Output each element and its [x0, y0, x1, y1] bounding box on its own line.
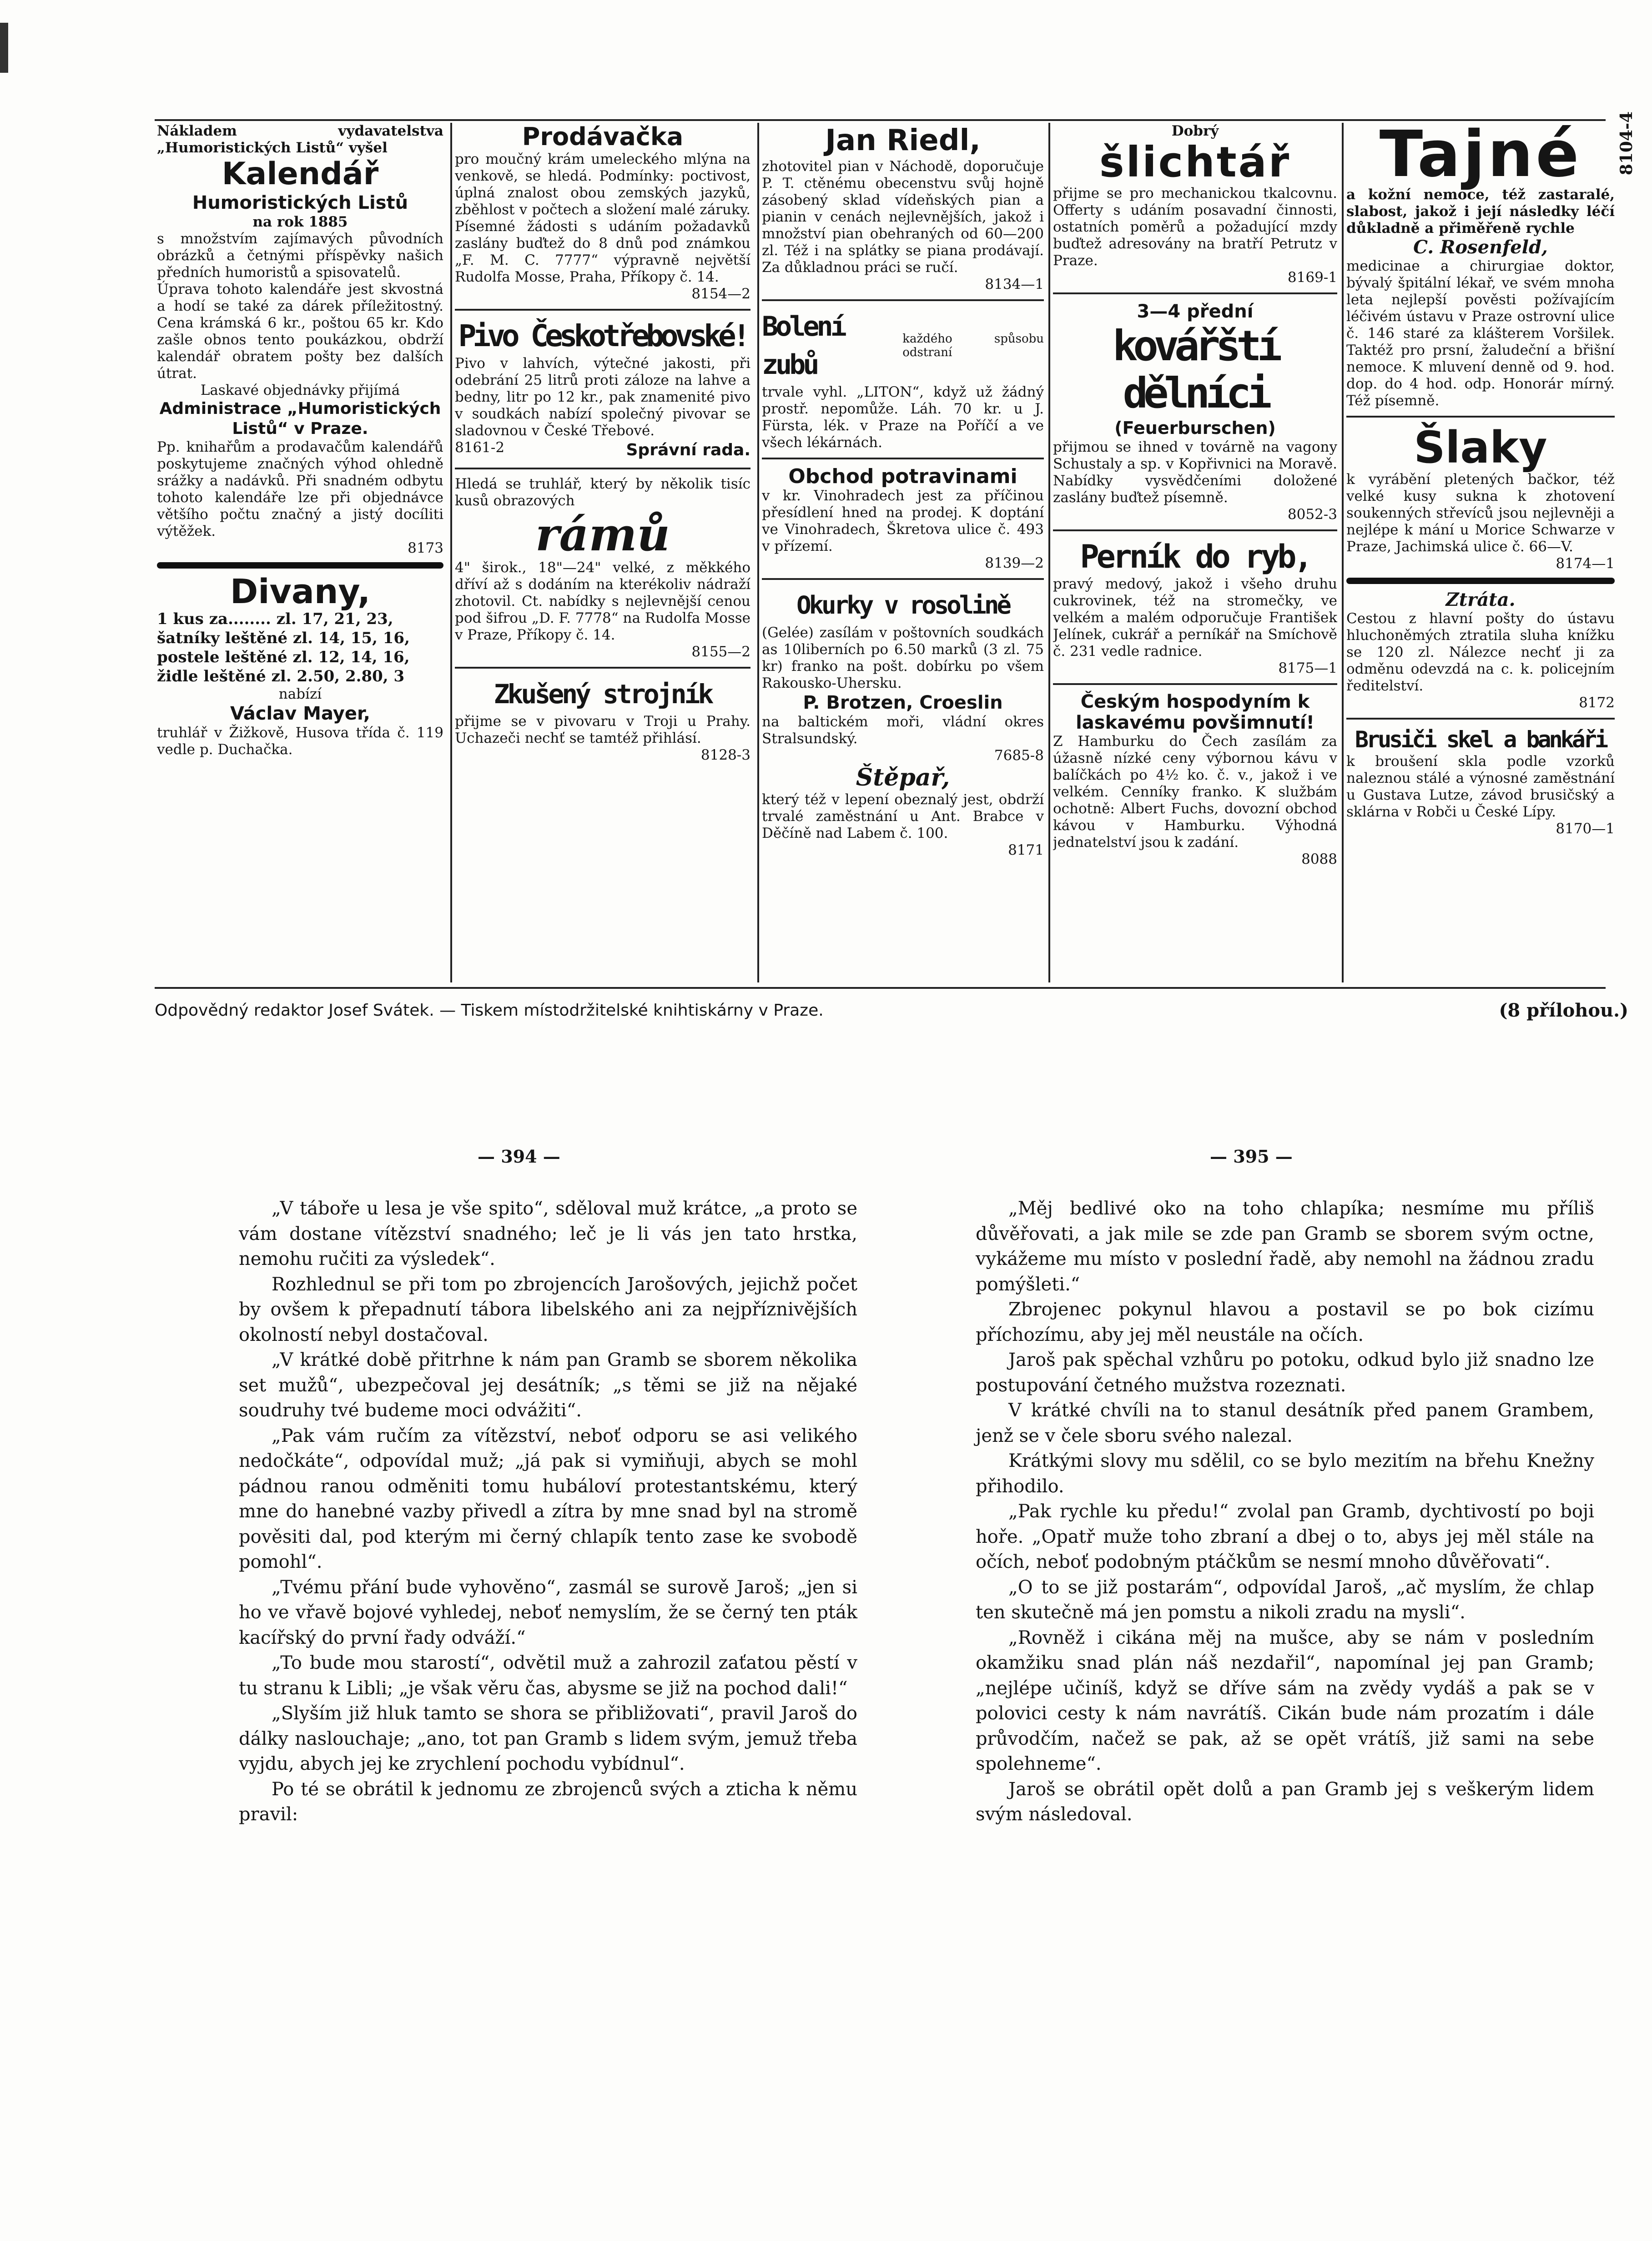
brusici-title: Brusiči skel a bankáři	[1355, 726, 1607, 753]
strojnik-text: přijme se v pivovaru v Troji u Prahy. Uchazeči nechť se tamtéž přihlásí.	[455, 713, 750, 746]
calendar-title: Kalendář	[222, 156, 379, 192]
calendar-text-3: Laskavé objednávky přijímá	[200, 382, 400, 398]
novel-paragraph: Jaroš pak spěchal vzhůru po potoku, odkud bylo již snadno lze postupování četného mužstva rozeznati.	[976, 1350, 1594, 1396]
stepar-text: který též v lepení obeznalý jest, obdrží trvalé zaměstnání u Ant. Brabce v Děčíně nad Labem č. 100.	[762, 791, 1044, 841]
bottom-rule	[155, 987, 1606, 989]
riedl-text: zhotovitel pian v Náchodě, doporučuje P. T. ctěnému obecenstvu svůj hojně zásobený sklad vídeňských pian a pianin v cenách nejlevnějších, jakož i množství pian obehraných od 60—200 zl. Též i na splátky se piana prodávají. Za důkladnou práci se ručí.	[762, 158, 1044, 276]
ad-separator	[455, 667, 750, 669]
ztrata-number: 8172	[1579, 695, 1615, 711]
imprint-footer	[155, 1001, 1628, 1021]
divany-title: Divany,	[230, 572, 371, 611]
pernik-title: Perník do ryb,	[1080, 538, 1310, 575]
novel-left-column	[239, 1196, 857, 1828]
column-rule-1	[450, 123, 452, 982]
ztrata-title: Ztráta.	[1446, 589, 1516, 610]
novel-paragraph: „V táboře u lesa je vše spito“, sděloval muž krátce, „a proto se vám dostane vítězství snadného; leč je li vás jen tato hrstka, nemohu ručiti za výsledek“.	[239, 1198, 857, 1269]
novel-paragraph: „Pak vám ručím za vítězství, neboť odporu se asi velikého nedočkáte“, odpovídal muž; „já pak si vymiňuji, abych se mohl pádnou ranou odměniti tomu hubáloví protestantskému, který mne do hanebné vazby přivedl a zítra by mne snad byl na stromě pověsiti dal, pod kterým mi černý chlapík tento zase ke svobodě pomohl“.	[239, 1425, 857, 1572]
slichtar-text: přijme se pro mechanickou tkalcovnu. Offerty s udáním posavadní činnosti, ostatních poměrů a požadující mzdy buďtež adresovány na bratří Petrutz v Praze.	[1053, 185, 1337, 269]
column-rule-4	[1342, 123, 1344, 982]
novel-paragraph: Zbrojenec pokynul hlavou a postavil se po bok cizímu příchozímu, aby jej měl neustále na očích.	[976, 1299, 1594, 1345]
truhlar-text: Hledá se truhlář, který by několik tisíc kusů obrazových	[455, 476, 750, 509]
brusici-text: k broušení skla podle vzorků naleznou stálé a výnosné zaměstnání u Gustava Lutze, závod brusičský a sklárna v Robči u České Lípy.	[1346, 753, 1615, 820]
novel-paragraph: „Pak rychle ku předu!“ zvolal pan Gramb, dychtivostí po boji hoře. „Opatř muže toho zbraní a dbej o to, abys jej měl stále na očích, neboť podobným ptáčkům se nesmí mnoho důvěřovati“.	[976, 1501, 1594, 1572]
ad-separator	[1346, 718, 1615, 720]
ad-separator	[455, 468, 750, 469]
left-page-number: — 394 —	[478, 1146, 560, 1167]
cesky-title: Českým hospodyním k laskavému povšimnutí!	[1076, 691, 1315, 733]
novel-paragraph: „O to se již postarám“, odpovídal Jaroš, „ač myslím, že chlap ten skutečně má jen pomstu a nikoli zradu na mysli“.	[976, 1576, 1594, 1623]
divany-offers: nabízí	[278, 686, 322, 702]
pivo-footer	[455, 439, 750, 461]
zubu-side: každého spůsobu odstraní	[902, 332, 1044, 359]
ad-separator	[1053, 529, 1337, 531]
column-rule-3	[1048, 123, 1050, 982]
pivo-number: 8161-2	[455, 439, 505, 456]
kovar-subtitle: (Feuerburschen)	[1114, 418, 1276, 438]
novel-paragraph: „To bude mou starostí“, odvětil muž a zahrozil zaťatou pěstí v tu stranu k Libli; „je však věru čas, abysme se již na pochod dali!“	[239, 1652, 857, 1699]
slaky-text: k vyrábění pletených bačkor, též velké kusy sukna k zhotovení soukenných střevíců jsou nejlevněji a nejlépe k mání u Morice Schwarze v Praze, Jachimská ulice č. 66—V.	[1346, 471, 1615, 555]
calendar-text-2: Úprava tohoto kalendáře jest skvostná a hodí se také za dárek příležitostný. Cena krámská 6 kr., poštou 65 kr. Kdo zašle obnos tento poukázkou, obdrží kalendář obratem pošty bez dalších útrat.	[157, 281, 443, 382]
novel-paragraph: Po té se obrátil k jednomu ze zbrojenců svých a zticha k němu pravil:	[239, 1778, 857, 1825]
slaky-number: 8174—1	[1556, 555, 1615, 572]
ad-separator	[1346, 578, 1615, 584]
ad-column-4	[1053, 123, 1337, 969]
novel-paragraph: V krátké chvíli na to stanul desátník před panem Grambem, jenž se v čele sboru svého nalezal.	[976, 1400, 1594, 1446]
okurky-title: Okurky v rosolině	[796, 591, 1009, 619]
pivo-title: Pivo Českotřebovské!	[458, 318, 747, 353]
slichtar-number: 8169-1	[1287, 269, 1337, 286]
divany-line-4: židle leštěné zl. 2.50, 2.80, 3	[157, 667, 405, 685]
divany-line-2: šatníky leštěné zl. 14, 15, 16,	[157, 629, 410, 647]
ad-separator	[762, 578, 1044, 580]
ad-separator	[762, 458, 1044, 459]
calendar-text-4: Pp. knihařům a prodavačům kalendářů poskytujeme značných výhod ohledně srážky a nadávků. Při snadném odbytu tohoto kalendáře lze při objednávce většího počtu značný a jistý docíliti výtěžek.	[157, 439, 443, 539]
slichtar-title: šlichtář	[1099, 138, 1291, 186]
novel-paragraph: „Rovněž i cikána měj na mušce, aby se nám v posledním okamžiku snad plán náš nezdařil“, napomínal jej pan Gramb; „nejlépe učiníš, když se dříve sám na zvědy vydáš a pak se v polovici cesty k nám navrátíš. Cikán bude nám prozatím i dále průvodčím, načež se pak, až se opět vrátíš, již sami na sebe spolehneme“.	[976, 1627, 1594, 1774]
ad-column-1	[157, 123, 443, 969]
novel-paragraph: „Slyším již hluk tamto se shora se přibližovati“, pravil Jaroš do dálky naslouchaje; „ano, tot pan Gramb s lidem svým, jemuž třeba vyjdu, abych jej ke zrychlení pochodu vybídnul“.	[239, 1703, 857, 1774]
ad-separator	[455, 309, 750, 311]
stepar-number: 8171	[1008, 842, 1044, 858]
cesky-text: Z Hamburku do Čech zasílám za úžasně nízké ceny výbornou kávu v balíčkách po 4½ ko. č. v., jakož i ve velkém. Cenníky franko. K službám ochotně: Albert Fuchs, dovozní obchod kávou v Hamburku. Výhodná jednatelství jsou k zadání.	[1053, 733, 1337, 851]
prodavacka-text: pro moučný krám umeleckého mlýna na venkově, se hledá. Podmínky: poctivost, úplná znalost obou zemských jazyků, zběhlost v počtech a složení malé záruky. Písemné žádosti s udáním požadavků zaslány buďtež do 8 dnů pod známkou „F. M. C. 7777“ výpravně největší Rudolfa Mosse, Praha, Příkopy č. 14.	[455, 151, 750, 285]
ramu-text: 4" širok., 18"—24" velké, z měkkého dříví až s dodáním na kterékoliv nádraží zhotovil. Ct. nabídky s nejlevnější cenou pod šifrou „D. F. 7778“ na Rudolfa Mosse v Praze, Příkopy č. 14.	[455, 559, 750, 643]
pernik-number: 8175—1	[1278, 660, 1337, 676]
novel-right-column	[976, 1196, 1594, 1828]
pivo-signature: Správní rada.	[626, 441, 750, 459]
mayer-address: truhlář v Žižkově, Husova třída č. 119 vedle p. Duchačka.	[157, 725, 443, 758]
zubu-title: Bolení zubů	[762, 311, 844, 381]
imprint-text: Odpovědný redaktor Josef Svátek. — Tiskem místodržitelské knihtiskárny v Praze.	[155, 1001, 824, 1020]
okurky-text: (Gelée) zasílám v poštovních soudkách as 10liberních po 6.50 marků (3 zl. 75 kr) franko na pošt. dobírku po všem Rakousko-Uhersku.	[762, 624, 1044, 691]
novel-paragraph: Jaroš se obrátil opět dolů a pan Gramb jej s veškerým lidem svým následoval.	[976, 1778, 1594, 1825]
obchod-title: Obchod potravinami	[788, 465, 1017, 488]
ad-column-5	[1346, 123, 1615, 969]
strojnik-title: Zkušený strojník	[494, 679, 712, 710]
ad-separator	[1346, 416, 1615, 418]
riedl-number: 8134—1	[985, 276, 1044, 292]
ad-separator	[762, 299, 1044, 301]
calendar-ad-number: 8173	[408, 540, 443, 556]
scan-edge-mark	[0, 23, 8, 73]
calendar-text-1: s množstvím zajímavých původních obrázků a četnými příspěvky našich předních humoristů a spisovatelů.	[157, 231, 443, 281]
novel-paragraph: „V krátké době přitrhne k nám pan Gramb se sborem několika set mužů“, ubezpečoval jej desátník; „s těmi se již na nějaké soudruhy tvé budeme moci odvážiti“.	[239, 1350, 857, 1421]
zubu-text: trvale vyhl. „LITON“, když už žádný prostř. nepomůže. Láh. 70 kr. u J. Fürsta, lék. v Praze na Poříčí a ve všech lékárnách.	[762, 384, 1044, 451]
ad-column-2	[455, 123, 750, 969]
pivo-text: Pivo v lahvích, výtečné jakosti, při odebrání 25 litrů proti záloze na lahve a bedny, litr po 12 kr., pak znamenité pivo v soudkách nabízí společný pivovar se sladovnou v České Třebové.	[455, 355, 750, 439]
supplement-note: (8 přílohou.)	[1499, 1000, 1628, 1021]
mayer-name: Václav Mayer,	[230, 703, 370, 724]
riedl-title: Jan Riedl,	[825, 124, 981, 157]
corner-serial-number: 8104-4	[1617, 111, 1636, 176]
right-page-number: — 395 —	[1210, 1146, 1293, 1167]
top-rule	[155, 119, 1606, 121]
brotzen-text: na baltickém moři, vládní okres Stralsundský.	[762, 714, 1044, 747]
obchod-number: 8139—2	[985, 555, 1044, 571]
divany-line-1: 1 kus za........ zl. 17, 21, 23,	[157, 610, 393, 628]
calendar-year: na rok 1885	[252, 214, 348, 230]
ramu-title: rámů	[535, 508, 670, 561]
prodavacka-title: Prodávačka	[522, 123, 684, 151]
cesky-number: 8088	[1301, 851, 1337, 867]
brusici-number: 8170—1	[1556, 821, 1615, 837]
pernik-text: pravý medový, jakož i všeho druhu cukrovinek, též na stromečky, ve velkém a malém odporučuje František Jelínek, cukrář a perníkář na Smíchově č. 231 vedle radnice.	[1053, 576, 1337, 660]
ramu-number: 8155—2	[691, 644, 750, 660]
divany-line-3: postele leštěné zl. 12, 14, 16,	[157, 648, 410, 666]
novel-paragraph: „Měj bedlivé oko na toho chlapíka; nesmíme mu příliš důvěřovati, a jak mile se zde pan Gramb se sborem svým octne, vykážeme mu místo v poslední řadě, aby nemohl na žádnou zradu pomýšleti.“	[976, 1198, 1594, 1295]
stepar-title: Štěpař,	[856, 764, 950, 791]
kovar-number: 8052-3	[1287, 506, 1337, 523]
obchod-text: v kr. Vinohradech jest za příčinou přesídlení hned na prodej. K doptání ve Vinohradech, Škretova ulice č. 493 v přízemí.	[762, 488, 1044, 554]
prodavacka-number: 8154—2	[691, 286, 750, 302]
ad-separator	[157, 562, 443, 569]
ztrata-text: Cestou z hlavní pošty do ústavu hluchoněmých ztratila sluha knížku se 120 zl. Nálezce nechť ji za odměnu odevzdá na c. k. policejním ředitelství.	[1346, 610, 1615, 694]
calendar-subtitle: Humoristických Listů	[192, 192, 408, 213]
column-rule-2	[757, 123, 759, 982]
brotzen-title: P. Brotzen, Croeslin	[803, 692, 1003, 713]
kovar-pre: 3—4 přední	[1137, 301, 1254, 322]
strojnik-number: 8128-3	[700, 747, 750, 763]
ad-separator	[1053, 292, 1337, 294]
novel-paragraph: Rozhlednul se při tom po zbrojencích Jarošových, jejichž počet by ovšem k přepadnutí tábora libelského ani za nejpříznivějších okolností nebyl dostačoval.	[239, 1274, 857, 1345]
calendar-publisher: Nákladem vydavatelstva „Humoristických Listů“ vyšel	[157, 123, 443, 156]
zubu-header	[762, 307, 1044, 384]
ad-column-3	[762, 123, 1044, 969]
tajne-text-2: medicinae a chirurgiae doktor, bývalý špitální lékař, ve svém mnoha leta nejlepší pověsti požívajícím léčivém ústavu v Praze ostrovní ulice č. 146 staré za klášterem Voršilek. Taktéž pro prsní, žaludeční a břišní nemoce. K mluvení denně od 9. hod. dop. do 4 hod. odp. Honorár mírný. Též písemně.	[1346, 258, 1615, 409]
tajne-text: a kožní nemoce, též zastaralé, slabost, jakož i její následky léčí důkladně a přiměřeně rychle	[1346, 186, 1615, 237]
slaky-title: Šlaky	[1414, 422, 1547, 473]
ad-separator	[1053, 683, 1337, 685]
slichtar-pre: Dobrý	[1171, 123, 1219, 139]
tajne-doctor: C. Rosenfeld,	[1413, 237, 1548, 258]
kovar-text: přijmou se ihned v továrně na vagony Schustaly a sp. v Kopřivnici na Moravě. Nabídky vysvědčeními doložené zaslány buďtež písemně.	[1053, 439, 1337, 506]
tajne-title: Tajné	[1379, 123, 1582, 191]
kovar-title: kovářští dělníci	[1112, 322, 1278, 418]
brotzen-number: 7685-8	[994, 747, 1044, 764]
calendar-admin: Administrace „Humoristických Listů“ v Praze.	[159, 399, 441, 438]
novel-paragraph: Krátkými slovy mu sdělil, co se bylo mezitím na břehu Knežny přihodilo.	[976, 1450, 1594, 1497]
novel-paragraph: „Tvému přání bude vyhověno“, zasmál se surově Jaroš; „jen si ho ve vřavě bojové vyhledej, neboť nemyslím, že se černý ten pták kacířský do první řady odváží.“	[239, 1576, 857, 1648]
